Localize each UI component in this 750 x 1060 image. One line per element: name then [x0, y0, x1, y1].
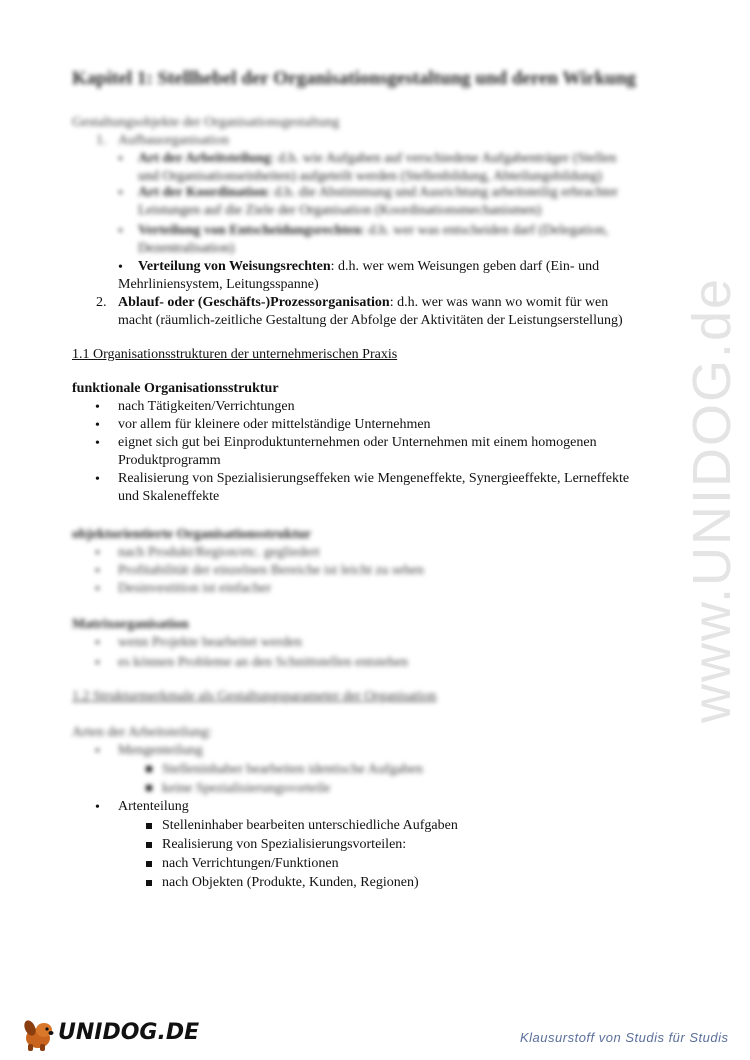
list-item: Verteilung von Entscheidungsrechten: d.h. wer was entscheiden darf (Delegation, — [138, 223, 609, 238]
square-bullet-icon — [146, 880, 152, 886]
bullet-icon: • — [95, 436, 100, 451]
list-item: nach Tätigkeiten/Verrichtungen — [118, 399, 295, 414]
square-bullet-icon — [146, 861, 152, 867]
list-item: Artenteilung — [118, 799, 189, 814]
bullet-icon: • — [95, 400, 100, 415]
bullet-icon: • — [118, 152, 123, 167]
sub-list-item: Stelleninhaber bearbeiten unterschiedliche Aufgaben — [162, 818, 458, 833]
bullet-icon: • — [95, 564, 100, 579]
list-item: Profitabilität der einzelnen Bereiche ist leicht zu sehen — [118, 563, 424, 578]
watermark: www.UNIDOG.de — [682, 276, 742, 724]
object-heading: objektorientierte Organisationsstruktur — [72, 527, 312, 542]
dog-icon — [20, 1016, 56, 1052]
section-heading-1-1: 1.1 Organisationsstrukturen der unternehmerischen Praxis — [72, 347, 398, 362]
bullet-icon: • — [95, 656, 100, 671]
item1-number: 1. — [96, 133, 107, 148]
list-item-cont: und Organisationseinheiten) aufgeteilt werden (Stellenbildung, Abteilungsbildung) — [138, 169, 602, 184]
item2-text: Ablauf- oder (Geschäfts-)Prozessorganisation: d.h. wer was wann wo womit für wen — [118, 295, 609, 310]
division-heading: Arten der Arbeitsteilung: — [72, 725, 212, 740]
list-item: eignet sich gut bei Einproduktunternehmen oder Unternehmen mit einem homogenen — [118, 435, 597, 450]
page-title: Kapitel 1: Stellhebel der Organisationsgestaltung und deren Wirkung — [72, 68, 636, 89]
square-bullet-icon — [146, 766, 152, 772]
bullet-icon: • — [95, 636, 100, 651]
list-item: vor allem für kleinere oder mittelständige Unternehmen — [118, 417, 431, 432]
list-item: es können Probleme an den Schnittstellen entstehen — [118, 655, 409, 670]
functional-heading: funktionale Organisationsstruktur — [72, 381, 279, 396]
unidog-logo[interactable] — [20, 1016, 200, 1052]
item2-text-cont: macht (räumlich-zeitliche Gestaltung der Abfolge der Aktivitäten der Leistungserstellung) — [118, 313, 623, 328]
list-item-cont: und Skaleneffekte — [118, 489, 220, 504]
list-item-cont: Dezentralisation) — [138, 241, 235, 256]
bullet-icon: • — [118, 260, 123, 275]
bullet-icon: • — [95, 472, 100, 487]
square-bullet-icon — [146, 842, 152, 848]
sub-list-item: nach Verrichtungen/Funktionen — [162, 856, 339, 871]
item2-number: 2. — [96, 295, 107, 310]
sub-list-item: keine Spezialisierungsvorteile — [162, 781, 331, 796]
list-item: wenn Projekte bearbeitet werden — [118, 635, 302, 650]
list-item: Art der Koordination: d.h. die Abstimmung und Ausrichtung arbeitsteilig erbrachter — [138, 185, 618, 200]
square-bullet-icon — [146, 785, 152, 791]
list-item-cont: Leistungen auf die Ziele der Organisation (Koordinationsmechanismen) — [138, 203, 542, 218]
matrix-heading: Matrixorganisation — [72, 617, 189, 632]
bullet-icon: • — [95, 800, 100, 815]
list-item-cont: Produktprogramm — [118, 453, 221, 468]
list-item-cont: Mehrliniensystem, Leitungsspanne) — [118, 277, 319, 292]
bullet-icon: • — [95, 744, 100, 759]
sub-list-item: Stelleninhaber bearbeiten identische Aufgaben — [162, 762, 423, 777]
item1-label: Aufbauorganisation — [118, 133, 229, 148]
bullet-icon: • — [95, 546, 100, 561]
list-item: Desinvestition ist einfacher — [118, 581, 272, 596]
sub-list-item: Realisierung von Spezialisierungsvorteilen: — [162, 837, 407, 852]
bullet-icon: • — [118, 186, 123, 201]
bullet-icon: • — [95, 418, 100, 433]
list-item: Art der Arbeitsteilung: d.h. wie Aufgaben auf verschiedene Aufgabenträger (Stellen — [138, 151, 617, 166]
footer-slogan: Klausurstoff von Studis für Studis — [520, 1030, 729, 1045]
logo-text: UNIDOG.DE — [58, 1020, 200, 1045]
sub-list-item: nach Objekten (Produkte, Kunden, Regionen) — [162, 875, 419, 890]
objects-heading: Gestaltungsobjekte der Organisationsgestaltung — [72, 115, 340, 130]
bullet-icon: • — [118, 224, 123, 239]
list-item: Realisierung von Spezialisierungseffeken wie Mengeneffekte, Synergieeffekte, Lerneffekte — [118, 471, 630, 486]
square-bullet-icon — [146, 823, 152, 829]
section-heading-1-2: 1.2 Strukturmerkmale als Gestaltungsparameter der Organisation — [72, 689, 437, 704]
list-item: Mengenteilung — [118, 743, 203, 758]
bullet-icon: • — [95, 582, 100, 597]
list-item: nach Produkt/Region/etc. gegliedert — [118, 545, 320, 560]
list-item: Verteilung von Weisungsrechten: d.h. wer wem Weisungen geben darf (Ein- und — [138, 259, 600, 274]
